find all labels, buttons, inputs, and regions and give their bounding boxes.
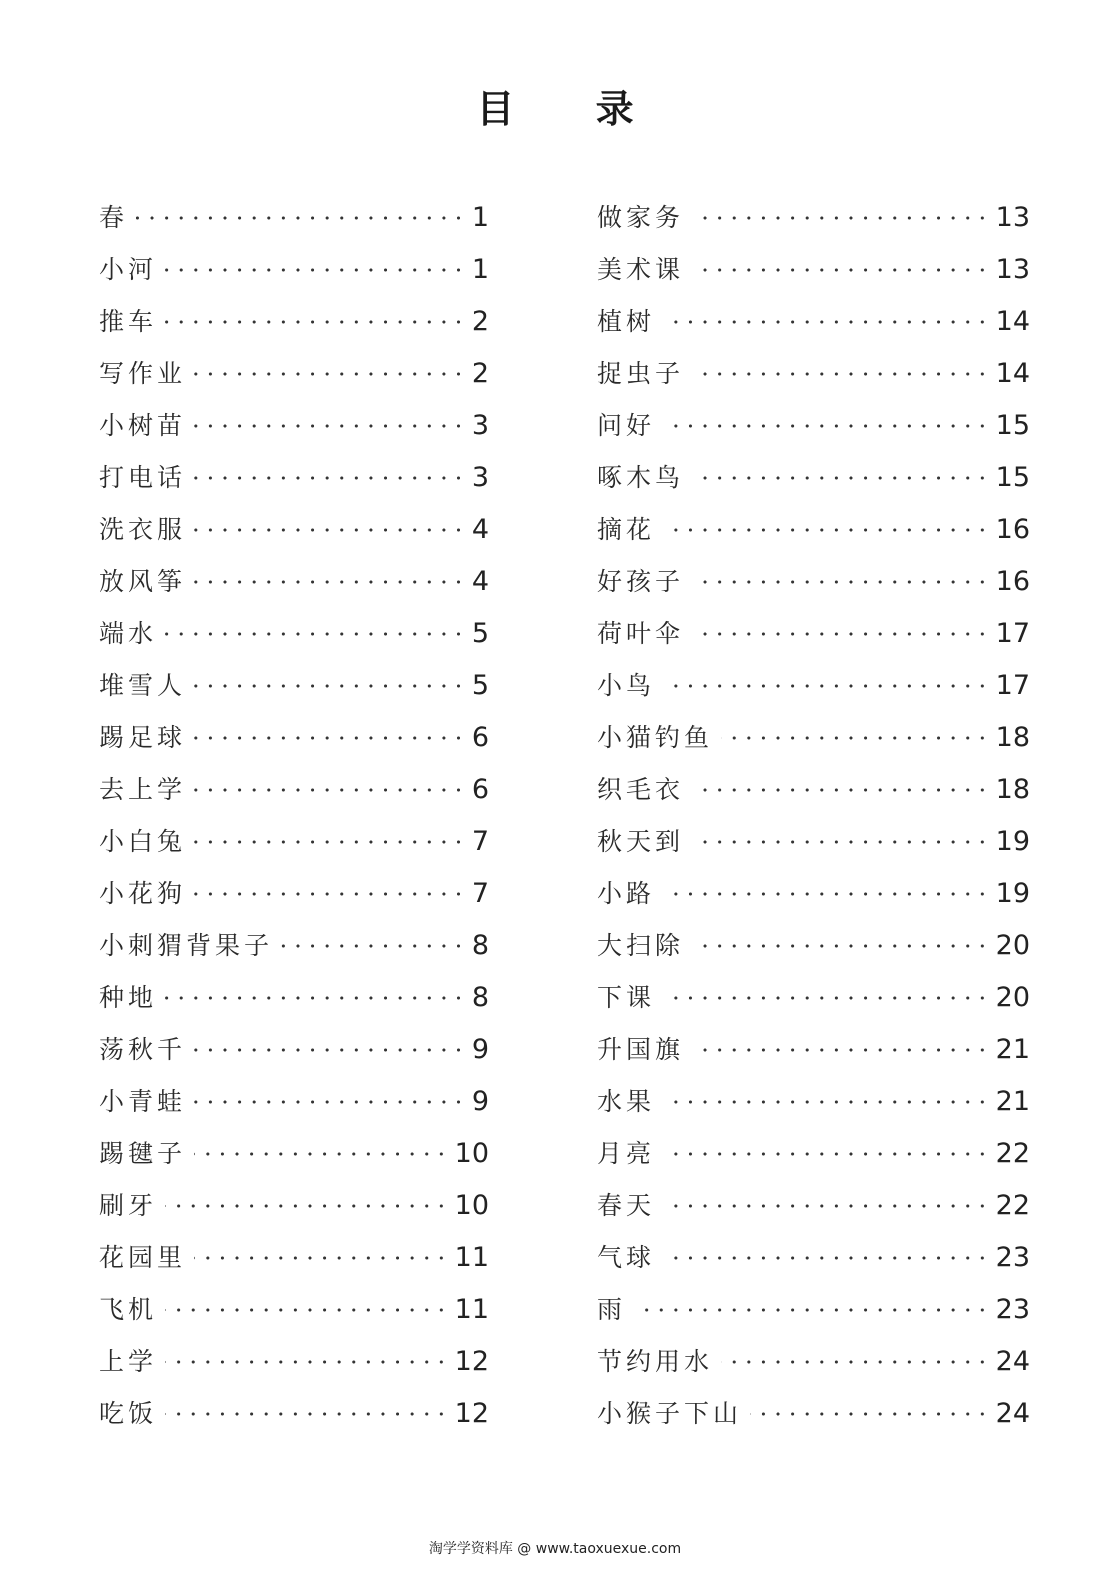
- toc-entry-page-number: 22: [995, 1138, 1030, 1169]
- toc-entry[interactable]: [597, 1284, 1030, 1336]
- dot-leader: [165, 1388, 449, 1440]
- dot-leader: [136, 192, 466, 244]
- toc-entry-page-number: 4: [471, 566, 489, 597]
- toc-entry-title: 小白兔: [99, 827, 187, 856]
- toc-entry-page-number: 19: [995, 878, 1030, 909]
- toc-entry-page-number: 10: [454, 1138, 489, 1169]
- toc-entry-title: 小路: [597, 879, 656, 908]
- toc-entry-title: 捉虫子: [597, 359, 685, 388]
- toc-entry[interactable]: [597, 556, 1030, 608]
- toc-entry-title: 踢毽子: [99, 1139, 187, 1168]
- toc-entry-page-number: 15: [995, 462, 1030, 493]
- toc-entry[interactable]: [597, 1180, 1030, 1232]
- dot-leader: [692, 244, 990, 296]
- dot-leader: [194, 504, 466, 556]
- toc-entry-page-number: 5: [471, 670, 489, 701]
- toc-entry-page-number: 1: [471, 254, 489, 285]
- toc-entry-title: 打电话: [99, 463, 187, 492]
- toc-entry-page-number: 2: [471, 358, 489, 389]
- toc-entry-page-number: 5: [471, 618, 489, 649]
- toc-entry-title: 荷叶伞: [597, 619, 685, 648]
- toc-entry-title: 小猫钓鱼: [597, 723, 714, 752]
- page-title: 目 录: [476, 87, 668, 131]
- dot-leader: [663, 1180, 990, 1232]
- toc-entry-page-number: 13: [995, 254, 1030, 285]
- toc-entry-page-number: 3: [471, 462, 489, 493]
- dot-leader: [663, 1076, 990, 1128]
- dot-leader: [663, 400, 990, 452]
- toc-entry-title: 水果: [597, 1087, 656, 1116]
- footer-watermark: 淘学学资料库 @ www.taoxuexue.com: [428, 1541, 682, 1557]
- toc-entry[interactable]: [597, 244, 1030, 296]
- dot-leader: [692, 920, 990, 972]
- toc-entry[interactable]: [99, 504, 489, 556]
- toc-entry[interactable]: [99, 712, 489, 764]
- dot-leader: [663, 1232, 990, 1284]
- toc-entry[interactable]: [99, 1128, 489, 1180]
- toc-entry-page-number: 11: [454, 1242, 489, 1273]
- toc-entry[interactable]: [99, 816, 489, 868]
- toc-entry[interactable]: [99, 1284, 489, 1336]
- toc-entry-page-number: 4: [471, 514, 489, 545]
- toc-entry[interactable]: [99, 1232, 489, 1284]
- dot-leader: [194, 1076, 466, 1128]
- toc-entry[interactable]: [99, 1076, 489, 1128]
- dot-leader: [663, 660, 990, 712]
- toc-entry[interactable]: [99, 400, 489, 452]
- toc-entry-title: 节约用水: [597, 1347, 714, 1376]
- dot-leader: [194, 816, 466, 868]
- dot-leader: [692, 764, 990, 816]
- toc-entry-page-number: 3: [471, 410, 489, 441]
- toc-entry-page-number: 12: [454, 1398, 489, 1429]
- dot-leader: [194, 1128, 449, 1180]
- dot-leader: [194, 1024, 466, 1076]
- toc-entry-title: 端水: [99, 619, 158, 648]
- dot-leader: [194, 452, 466, 504]
- toc-entry-page-number: 9: [471, 1034, 489, 1065]
- toc-entry-title: 种地: [99, 983, 158, 1012]
- toc-entry-page-number: 10: [454, 1190, 489, 1221]
- dot-leader: [281, 920, 466, 972]
- dot-leader: [663, 972, 990, 1024]
- toc-entry[interactable]: [99, 660, 489, 712]
- toc-entry[interactable]: [99, 868, 489, 920]
- toc-entry-title: 好孩子: [597, 567, 685, 596]
- toc-entry-page-number: 22: [995, 1190, 1030, 1221]
- toc-entry[interactable]: [597, 1076, 1030, 1128]
- toc-entry-title: 秋天到: [597, 827, 685, 856]
- toc-entry-title: 摘花: [597, 515, 656, 544]
- toc-entry[interactable]: [99, 244, 489, 296]
- toc-entry-title: 问好: [597, 411, 656, 440]
- dot-leader: [663, 296, 990, 348]
- dot-leader: [194, 712, 466, 764]
- dot-leader: [663, 1128, 990, 1180]
- toc-entry[interactable]: [597, 452, 1030, 504]
- toc-entry-title: 小花狗: [99, 879, 187, 908]
- toc-entry-title: 啄木鸟: [597, 463, 685, 492]
- toc-entry-page-number: 12: [454, 1346, 489, 1377]
- toc-entry-page-number: 21: [995, 1086, 1030, 1117]
- dot-leader: [634, 1284, 990, 1336]
- toc-entry-title: 气球: [597, 1243, 656, 1272]
- toc-entry-page-number: 7: [471, 826, 489, 857]
- toc-entry-title: 大扫除: [597, 931, 685, 960]
- toc-entry[interactable]: [597, 608, 1030, 660]
- toc-entry[interactable]: [597, 400, 1030, 452]
- toc-entry[interactable]: [597, 1336, 1030, 1388]
- toc-entry-title: 春天: [597, 1191, 656, 1220]
- dot-leader: [194, 400, 466, 452]
- dot-leader: [165, 1336, 449, 1388]
- toc-entry-page-number: 16: [995, 514, 1030, 545]
- toc-entry-title: 下课: [597, 983, 656, 1012]
- dot-leader: [165, 608, 466, 660]
- toc-entry-page-number: 8: [471, 930, 489, 961]
- toc-entry-title: 小鸟: [597, 671, 656, 700]
- toc-entry-page-number: 17: [995, 670, 1030, 701]
- toc-entry-title: 放风筝: [99, 567, 187, 596]
- toc-entry-page-number: 18: [995, 774, 1030, 805]
- toc-entry-title: 升国旗: [597, 1035, 685, 1064]
- toc-entry-title: 月亮: [597, 1139, 656, 1168]
- toc-entry-page-number: 2: [471, 306, 489, 337]
- dot-leader: [692, 348, 990, 400]
- toc-entry-page-number: 14: [995, 358, 1030, 389]
- toc-entry-title: 小河: [99, 255, 158, 284]
- toc-entry[interactable]: [99, 1388, 489, 1440]
- toc-right-column: [597, 192, 1030, 1440]
- dot-leader: [721, 1336, 990, 1388]
- toc-entry-page-number: 13: [995, 202, 1030, 233]
- toc-entry[interactable]: [99, 348, 489, 400]
- dot-leader: [194, 764, 466, 816]
- dot-leader: [165, 1284, 449, 1336]
- dot-leader: [194, 868, 466, 920]
- toc-entry-title: 去上学: [99, 775, 187, 804]
- dot-leader: [165, 296, 466, 348]
- toc-entry-title: 刷牙: [99, 1191, 158, 1220]
- toc-entry[interactable]: [597, 348, 1030, 400]
- toc-entry-title: 吃饭: [99, 1399, 158, 1428]
- toc-entry[interactable]: [99, 1180, 489, 1232]
- toc-entry[interactable]: [597, 712, 1030, 764]
- toc-entry[interactable]: [99, 1336, 489, 1388]
- toc-entry[interactable]: [597, 296, 1030, 348]
- dot-leader: [663, 504, 990, 556]
- toc-entry-title: 美术课: [597, 255, 685, 284]
- toc-entry-title: 植树: [597, 307, 656, 336]
- toc-entry-page-number: 17: [995, 618, 1030, 649]
- toc-entry-page-number: 8: [471, 982, 489, 1013]
- dot-leader: [692, 608, 990, 660]
- toc-entry-page-number: 20: [995, 982, 1030, 1013]
- toc-entry-title: 雨: [597, 1295, 627, 1324]
- toc-entry[interactable]: [597, 972, 1030, 1024]
- toc-entry[interactable]: [597, 192, 1030, 244]
- toc-entry-title: 踢足球: [99, 723, 187, 752]
- toc-entry[interactable]: [597, 868, 1030, 920]
- toc-entry-page-number: 24: [995, 1398, 1030, 1429]
- dot-leader: [692, 192, 990, 244]
- toc-entry[interactable]: [597, 764, 1030, 816]
- dot-leader: [750, 1388, 990, 1440]
- toc-entry[interactable]: [99, 452, 489, 504]
- toc-entry[interactable]: [99, 972, 489, 1024]
- toc-entry-page-number: 9: [471, 1086, 489, 1117]
- toc-entry-title: 花园里: [99, 1243, 187, 1272]
- toc-entry[interactable]: [99, 556, 489, 608]
- toc-entry-page-number: 18: [995, 722, 1030, 753]
- toc-entry-page-number: 1: [471, 202, 489, 233]
- dot-leader: [165, 972, 466, 1024]
- toc-entry-title: 飞机: [99, 1295, 158, 1324]
- dot-leader: [692, 1024, 990, 1076]
- toc-entry[interactable]: [597, 660, 1030, 712]
- dot-leader: [194, 556, 466, 608]
- toc-entry-page-number: 14: [995, 306, 1030, 337]
- dot-leader: [165, 1180, 449, 1232]
- toc-entry-title: 小青蛙: [99, 1087, 187, 1116]
- toc-entry[interactable]: [99, 920, 489, 972]
- toc-entry[interactable]: [99, 1024, 489, 1076]
- toc-entry-page-number: 20: [995, 930, 1030, 961]
- toc-entry-page-number: 19: [995, 826, 1030, 857]
- toc-entry[interactable]: [597, 1388, 1030, 1440]
- toc-entry-page-number: 23: [995, 1294, 1030, 1325]
- toc-entry-title: 小刺猬背果子: [99, 931, 274, 960]
- dot-leader: [165, 244, 466, 296]
- toc-entry-page-number: 6: [471, 722, 489, 753]
- toc-entry[interactable]: [597, 1232, 1030, 1284]
- dot-leader: [721, 712, 990, 764]
- toc-entry[interactable]: [597, 1128, 1030, 1180]
- toc-entry-title: 荡秋千: [99, 1035, 187, 1064]
- dot-leader: [194, 1232, 449, 1284]
- dot-leader: [692, 816, 990, 868]
- dot-leader: [194, 348, 466, 400]
- toc-entry-page-number: 11: [454, 1294, 489, 1325]
- toc-entry[interactable]: [597, 816, 1030, 868]
- dot-leader: [692, 556, 990, 608]
- toc-entry-page-number: 7: [471, 878, 489, 909]
- toc-entry-page-number: 23: [995, 1242, 1030, 1273]
- toc-entry[interactable]: [99, 296, 489, 348]
- toc-entry-page-number: 16: [995, 566, 1030, 597]
- dot-leader: [692, 452, 990, 504]
- dot-leader: [194, 660, 466, 712]
- toc-entry[interactable]: [99, 192, 489, 244]
- toc-entry[interactable]: [597, 920, 1030, 972]
- toc-entry-title: 洗衣服: [99, 515, 187, 544]
- toc-entry-title: 上学: [99, 1347, 158, 1376]
- toc-entry-page-number: 21: [995, 1034, 1030, 1065]
- toc-entry-page-number: 15: [995, 410, 1030, 441]
- toc-entry[interactable]: [99, 764, 489, 816]
- toc-entry-title: 织毛衣: [597, 775, 685, 804]
- toc-entry-title: 堆雪人: [99, 671, 187, 700]
- toc-entry[interactable]: [597, 504, 1030, 556]
- toc-entry-page-number: 6: [471, 774, 489, 805]
- dot-leader: [663, 868, 990, 920]
- toc-entry-title: 推车: [99, 307, 158, 336]
- toc-entry-page-number: 24: [995, 1346, 1030, 1377]
- toc-left-column: [99, 192, 489, 1440]
- toc-entry-title: 春: [99, 203, 129, 232]
- toc-entry[interactable]: [99, 608, 489, 660]
- toc-entry-title: 小树苗: [99, 411, 187, 440]
- toc-entry-title: 做家务: [597, 203, 685, 232]
- toc-entry[interactable]: [597, 1024, 1030, 1076]
- toc-entry-title: 小猴子下山: [597, 1399, 743, 1428]
- toc-entry-title: 写作业: [99, 359, 187, 388]
